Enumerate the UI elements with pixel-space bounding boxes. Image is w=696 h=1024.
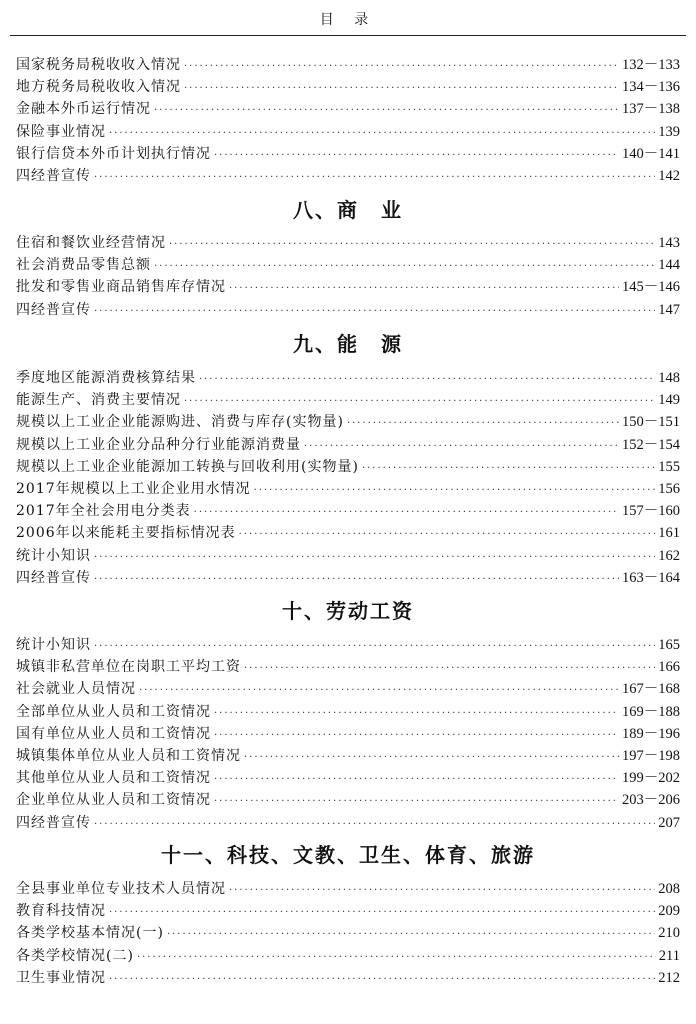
entry-page-number: 143 <box>658 235 680 251</box>
entry-title: 各类学校基本情况(一) <box>16 925 164 942</box>
toc-entry[interactable] <box>16 922 680 944</box>
dot-leader <box>94 636 655 658</box>
entry-title: 企业单位从业人员和工资情况 <box>16 792 211 809</box>
entry-page-number: 139 <box>658 123 680 140</box>
entry-page-number: 207 <box>658 814 680 831</box>
entry-page-number: 140－141 <box>622 145 680 162</box>
section-heading: 十一、科技、文教、卫生、体育、旅游 <box>161 843 535 867</box>
entry-title: 城镇非私营单位在岗职工平均工资 <box>16 659 241 676</box>
entry-page-number: 147 <box>658 301 680 318</box>
dot-leader <box>167 924 655 946</box>
entry-title: 规模以上工业企业能源加工转换与回收利用(实物量) <box>16 458 359 475</box>
toc-entry[interactable] <box>16 434 680 456</box>
entry-title: 季度地区能源消费核算结果 <box>16 370 196 386</box>
entry-title: 四经普宣传 <box>16 569 91 586</box>
dot-leader <box>194 502 619 524</box>
toc-entry[interactable] <box>16 389 680 411</box>
dot-leader <box>109 123 655 145</box>
dot-leader <box>139 680 619 702</box>
entry-title: 住宿和餐饮业经营情况 <box>16 235 166 251</box>
entry-page-number: 132－133 <box>622 57 680 73</box>
dot-leader <box>214 791 619 813</box>
dot-leader <box>229 278 619 300</box>
dot-leader <box>184 56 619 78</box>
page-header: 目 录 <box>10 8 686 36</box>
toc-entry[interactable] <box>16 812 680 834</box>
toc-entry[interactable] <box>16 411 680 433</box>
entry-title: 全部单位从业人员和工资情况 <box>16 703 211 720</box>
section-heading: 九、能 源 <box>293 332 403 356</box>
entry-page-number: 208 <box>658 881 680 897</box>
entry-title: 规模以上工业企业能源购进、消费与库存(实物量) <box>16 414 344 431</box>
entry-title: 卫生事业情况 <box>16 969 106 986</box>
toc-entry[interactable] <box>16 723 680 745</box>
entry-title: 2006年以来能耗主要指标情况表 <box>16 525 236 542</box>
dot-leader <box>94 167 655 189</box>
entry-title: 全县事业单位专业技术人员情况 <box>16 881 226 897</box>
entry-title: 统计小知识 <box>16 637 91 653</box>
dot-leader <box>154 256 655 278</box>
toc-entry[interactable] <box>16 54 680 76</box>
toc-entry[interactable] <box>16 878 680 900</box>
entry-title: 各类学校情况(二) <box>16 947 134 964</box>
entry-page-number: 209 <box>658 903 680 920</box>
entry-title: 规模以上工业企业分品种分行业能源消费量 <box>16 436 301 453</box>
entry-title: 2017年全社会用电分类表 <box>16 503 191 520</box>
entry-title: 金融本外币运行情况 <box>16 101 151 118</box>
toc-entry[interactable] <box>16 143 680 165</box>
dot-leader <box>229 880 655 902</box>
entry-title: 其他单位从业人员和工资情况 <box>16 770 211 787</box>
dot-leader <box>137 947 656 969</box>
dot-leader <box>362 458 655 480</box>
entry-page-number: 134－136 <box>622 79 680 96</box>
toc-entry[interactable] <box>16 701 680 723</box>
entry-page-number: 166 <box>658 659 680 676</box>
toc-entry[interactable] <box>16 478 680 500</box>
entry-page-number: 155 <box>658 458 680 475</box>
entry-title: 城镇集体单位从业人员和工资情况 <box>16 748 241 764</box>
toc-entry[interactable] <box>16 299 680 321</box>
dot-leader <box>214 703 619 725</box>
entry-title: 四经普宣传 <box>16 814 91 831</box>
dot-leader <box>244 658 655 680</box>
toc-entry[interactable] <box>16 98 680 120</box>
entry-page-number: 211 <box>658 947 680 964</box>
dot-leader <box>347 413 619 435</box>
dot-leader <box>94 814 655 836</box>
entry-title: 社会就业人员情况 <box>16 681 136 698</box>
entry-title: 四经普宣传 <box>16 168 91 184</box>
entry-title: 统计小知识 <box>16 547 91 564</box>
entry-title: 国家税务局税收收入情况 <box>16 57 181 73</box>
entry-page-number: 157－160 <box>622 503 680 520</box>
toc-entry[interactable] <box>16 276 680 298</box>
entry-page-number: 144 <box>658 257 680 274</box>
entry-page-number: 165 <box>658 637 680 653</box>
dot-leader <box>184 391 655 413</box>
entry-page-number: 148 <box>658 370 680 386</box>
toc-entry[interactable] <box>16 76 680 98</box>
entry-title: 教育科技情况 <box>16 903 106 920</box>
dot-leader <box>184 78 619 100</box>
toc-entry[interactable] <box>16 789 680 811</box>
toc-entry[interactable] <box>16 656 680 678</box>
toc-entry[interactable] <box>16 767 680 789</box>
entry-page-number: 142 <box>658 168 680 184</box>
section-heading: 十、劳动工资 <box>282 599 414 623</box>
toc-entry[interactable] <box>16 500 680 522</box>
toc-entry[interactable] <box>16 165 680 187</box>
entry-page-number: 137－138 <box>622 101 680 118</box>
toc-entry[interactable] <box>16 567 680 589</box>
dot-leader <box>244 747 619 769</box>
entry-page-number: 150－151 <box>622 414 680 431</box>
section-heading: 八、商 业 <box>293 198 403 222</box>
dot-leader <box>94 569 619 591</box>
dot-leader <box>214 725 619 747</box>
entry-title: 银行信贷本外币计划执行情况 <box>16 145 211 162</box>
dot-leader <box>94 547 655 569</box>
entry-title: 四经普宣传 <box>16 301 91 318</box>
entry-page-number: 162 <box>658 547 680 564</box>
toc-entry[interactable] <box>16 545 680 567</box>
entry-title: 2017年规模以上工业企业用水情况 <box>16 481 251 497</box>
dot-leader <box>94 301 655 323</box>
toc-entry[interactable] <box>16 232 680 254</box>
entry-page-number: 212 <box>658 969 680 986</box>
dot-leader <box>169 234 655 256</box>
toc-entry[interactable] <box>16 678 680 700</box>
toc-entry[interactable] <box>16 254 680 276</box>
entry-page-number: 167－168 <box>622 681 680 698</box>
entry-title: 国有单位从业人员和工资情况 <box>16 725 211 742</box>
entry-title: 能源生产、消费主要情况 <box>16 392 181 409</box>
toc-entry[interactable] <box>16 967 680 989</box>
dot-leader <box>109 902 655 924</box>
toc-entry[interactable] <box>16 522 680 544</box>
toc-entry[interactable] <box>16 121 680 143</box>
toc-entry[interactable] <box>16 367 680 389</box>
entry-page-number: 169－188 <box>622 703 680 720</box>
entry-page-number: 203－206 <box>622 792 680 809</box>
dot-leader <box>304 436 619 458</box>
toc-entry[interactable] <box>16 945 680 967</box>
entry-page-number: 145－146 <box>622 279 680 296</box>
entry-page-number: 156 <box>658 481 680 497</box>
dot-leader <box>199 369 655 391</box>
entry-page-number: 152－154 <box>622 436 680 453</box>
entry-title: 地方税务局税收收入情况 <box>16 79 181 96</box>
entry-page-number: 189－196 <box>622 725 680 742</box>
toc-entry[interactable] <box>16 745 680 767</box>
entry-page-number: 210 <box>658 925 680 942</box>
entry-page-number: 197－198 <box>622 748 680 764</box>
toc-entry[interactable] <box>16 456 680 478</box>
toc-entry[interactable] <box>16 634 680 656</box>
dot-leader <box>239 524 656 546</box>
dot-leader <box>214 769 619 791</box>
dot-leader <box>214 145 619 167</box>
dot-leader <box>154 100 619 122</box>
dot-leader <box>109 969 655 991</box>
entry-page-number: 199－202 <box>622 770 680 787</box>
dot-leader <box>254 480 656 502</box>
entry-title: 批发和零售业商品销售库存情况 <box>16 279 226 296</box>
entry-title: 保险事业情况 <box>16 123 106 140</box>
entry-page-number: 163－164 <box>622 569 680 586</box>
entry-title: 社会消费品零售总额 <box>16 257 151 274</box>
entry-page-number: 149 <box>658 392 680 409</box>
toc-entry[interactable] <box>16 900 680 922</box>
entry-page-number: 161 <box>658 525 680 542</box>
